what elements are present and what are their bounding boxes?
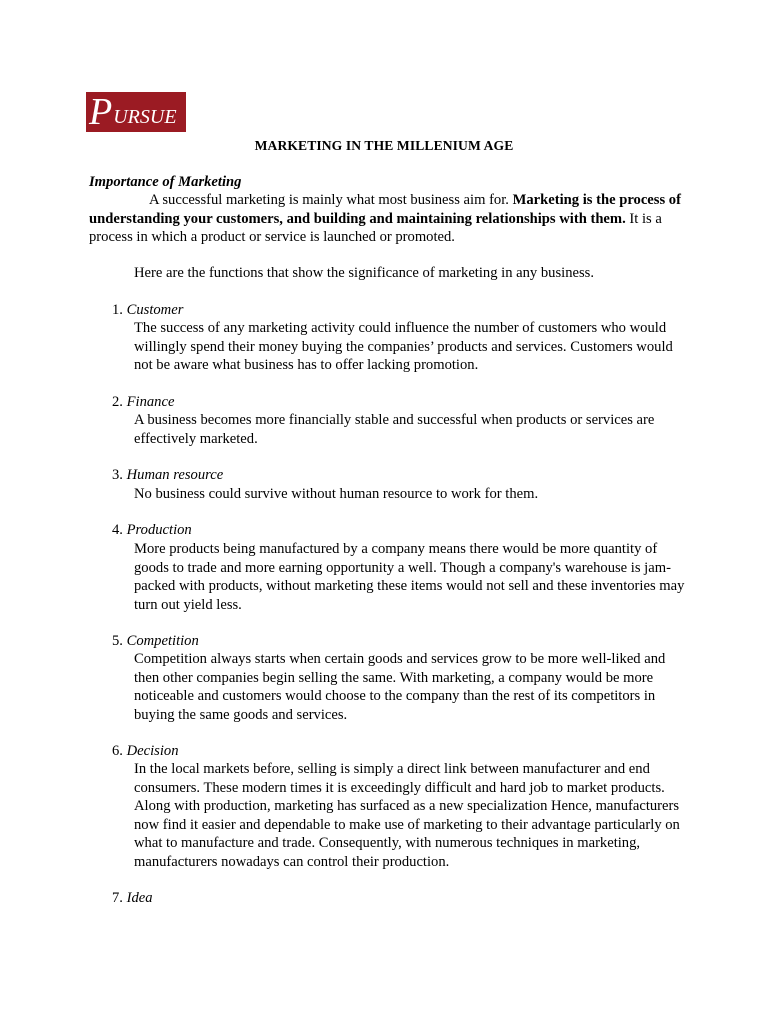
section-heading: Importance of Marketing: [89, 174, 242, 190]
item-heading: [112, 742, 179, 761]
item-heading: [112, 393, 174, 412]
item-label: Human resource: [126, 467, 224, 483]
document-title: MARKETING IN THE MILLENIUM AGE: [254, 138, 514, 153]
item-heading: [112, 521, 192, 540]
item-body: In the local markets before, selling is simply a direct link between manufacturer and end consumers. These modern times it is exceedingly difficult and hard job to market products. Along with production, marketing has surfaced as a new specialization Hence, manufacturers now find it easier and dependable to make use of marketing to their advantage particularly on what to manufacture and trade. Consequently, with numerous techniques in marketing, manufacturers nowadays can control their production.: [134, 761, 680, 870]
item-number: 6.: [112, 743, 123, 759]
intro-line: Here are the functions that show the significance of marketing in any business.: [134, 265, 594, 281]
opening-bold-definition: Marketing is the process of understanding your customers, and building and maintaining relationships with them.: [89, 192, 681, 227]
item-heading: [112, 301, 183, 320]
item-label: Decision: [126, 743, 179, 759]
item-heading: [112, 889, 153, 908]
item-number: 4.: [112, 522, 123, 538]
logo-first-letter: P: [89, 91, 113, 133]
item-body: The success of any marketing activity could influence the number of customers who would willingly spend their money buying the companies’ products and services. Customers would not be aware what business has to offer lacking promotion.: [134, 320, 673, 373]
item-number: 1.: [112, 302, 123, 318]
item-label: Competition: [126, 633, 199, 649]
opening-lead: A successful marketing is mainly what most business aim for.: [149, 192, 509, 208]
item-label: Production: [126, 522, 192, 538]
pursue-logo: [86, 92, 186, 132]
item-label: Finance: [126, 394, 175, 410]
item-number: 7.: [112, 890, 123, 906]
logo-rest: URSUE: [113, 106, 177, 128]
opening-paragraph: [89, 191, 681, 247]
opening-tail: It is a process in which a product or service is launched or promoted.: [89, 210, 662, 245]
item-body: Competition always starts when certain goods and services grow to be more well-liked and then other companies begin selling the same. With marketing, a company would be more noticeable and customers would choose to the company than the rest of its competitors in buying the same goods and services.: [134, 651, 666, 723]
item-heading: [112, 632, 199, 651]
item-number: 3.: [112, 467, 123, 483]
item-label: Idea: [126, 890, 153, 906]
item-body: A business becomes more financially stable and successful when products or services are effectively marketed.: [134, 412, 655, 447]
item-number: 2.: [112, 394, 123, 410]
item-body: No business could survive without human resource to work for them.: [134, 486, 539, 502]
item-body: More products being manufactured by a company means there would be more quantity of goods to trade and more earning opportunity a well. Though a company's warehouse is jam-packed with products, without marketing these items would not sell and these inventories may turn out yield less.: [134, 541, 685, 613]
item-heading: [112, 466, 223, 485]
item-label: Customer: [126, 302, 184, 318]
item-number: 5.: [112, 633, 123, 649]
